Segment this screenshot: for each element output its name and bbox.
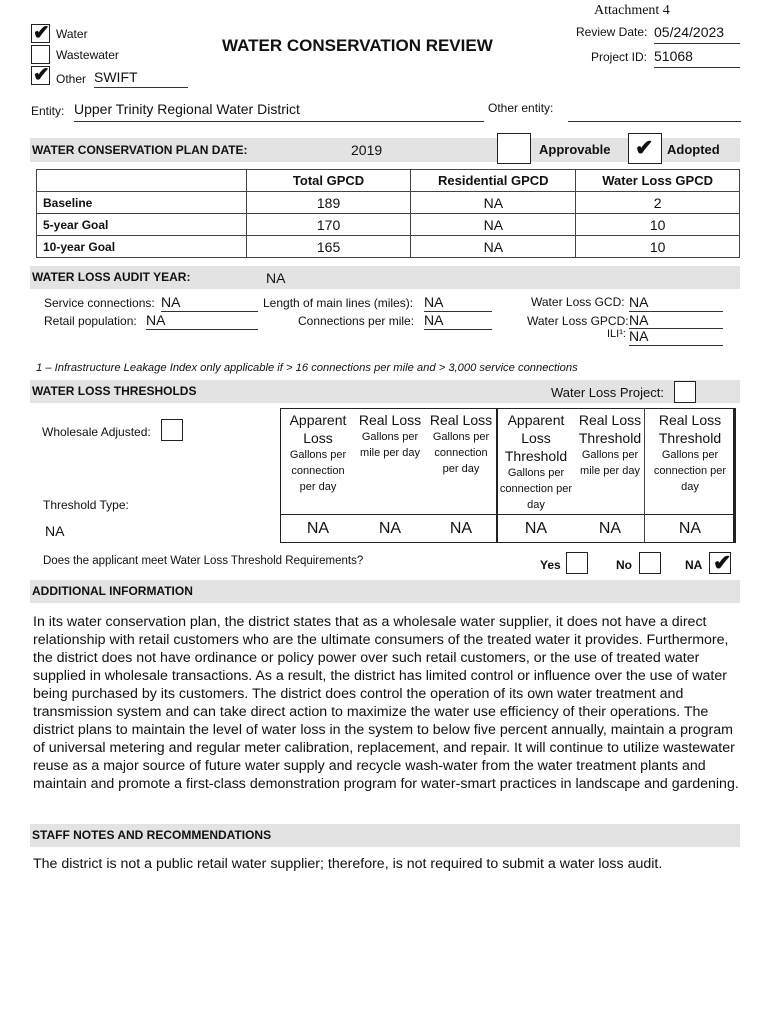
real-threshold-mile-value[interactable]: NA	[598, 520, 622, 537]
water-loss-gcd-label: Water Loss GCD:	[531, 295, 625, 309]
checkmark-icon: ✔	[33, 22, 50, 44]
column-subtitle: Gallons per connection per day	[432, 431, 490, 475]
wholesale-adjusted-checkbox[interactable]	[161, 419, 183, 441]
row-label: 10-year Goal	[37, 236, 247, 258]
wholesale-adjusted-label: Wholesale Adjusted:	[42, 425, 151, 439]
water-loss-gpcd-cell[interactable]: 10	[576, 214, 740, 236]
column-subtitle: Gallons per mile per day	[360, 431, 420, 459]
column-title: Apparent Loss Threshold	[504, 412, 568, 464]
main-lines-field[interactable]: NA	[424, 294, 492, 312]
residential-gpcd-cell[interactable]: NA	[411, 214, 576, 236]
column-subtitle: Gallons per connection per day	[289, 449, 347, 493]
plan-date-value[interactable]: 2019	[351, 142, 383, 158]
review-date-field[interactable]: 05/24/2023	[654, 24, 740, 44]
ili-field[interactable]: NA	[629, 328, 723, 346]
entity-label: Entity:	[31, 104, 65, 118]
staff-notes-label: STAFF NOTES AND RECOMMENDATIONS	[32, 828, 272, 842]
water-loss-gpcd-cell[interactable]: 2	[576, 192, 740, 214]
column-subtitle: Gallons per connection per day	[499, 467, 573, 511]
table-row	[37, 236, 740, 258]
na-label: NA	[685, 558, 703, 572]
residential-gpcd-cell[interactable]: NA	[411, 236, 576, 258]
water-label: Water	[56, 27, 88, 41]
additional-info-bar	[30, 580, 740, 603]
service-connections-label: Service connections:	[44, 296, 155, 310]
threshold-col-real-loss-mile	[355, 408, 425, 514]
wastewater-label: Wastewater	[56, 48, 119, 62]
entity-field[interactable]: Upper Trinity Regional Water District	[74, 101, 484, 122]
threshold-col-apparent-loss	[282, 408, 354, 514]
column-title: Real Loss Threshold	[658, 412, 722, 446]
staff-notes-bar	[30, 824, 740, 847]
table-row	[37, 214, 740, 236]
plan-date-label: WATER CONSERVATION PLAN DATE:	[32, 143, 248, 157]
checkmark-icon: ✔	[713, 550, 732, 575]
total-gpcd-cell[interactable]: 165	[246, 236, 411, 258]
no-label: No	[616, 558, 632, 572]
threshold-table	[280, 408, 734, 543]
gpcd-table	[36, 169, 740, 258]
service-connections-field[interactable]: NA	[161, 294, 258, 312]
wastewater-checkbox[interactable]	[31, 45, 50, 64]
adopted-label: Adopted	[667, 142, 720, 157]
audit-bar	[30, 266, 740, 289]
thresholds-label: WATER LOSS THRESHOLDS	[32, 384, 197, 398]
yes-checkbox[interactable]	[566, 552, 588, 574]
staff-notes-text: The district is not a public retail water supplier; therefore, is not required to submit a water loss audit.	[33, 856, 663, 872]
apparent-threshold-value[interactable]: NA	[524, 520, 548, 537]
water-loss-gpcd-label: Water Loss GPCD:	[527, 314, 629, 328]
adopted-checkbox[interactable]	[628, 133, 662, 164]
other-type-value[interactable]: SWIFT	[94, 69, 188, 88]
row-label: 5-year Goal	[37, 214, 247, 236]
audit-year-label: WATER LOSS AUDIT YEAR:	[32, 270, 191, 284]
approvable-label: Approvable	[539, 142, 611, 157]
threshold-question: Does the applicant meet Water Loss Threshold Requirements?	[43, 555, 364, 567]
table-row	[37, 192, 740, 214]
other-entity-label: Other entity:	[488, 101, 554, 115]
table-header-row	[37, 170, 740, 192]
threshold-col-real-threshold-conn	[648, 408, 732, 514]
apparent-loss-value[interactable]: NA	[306, 520, 330, 537]
water-loss-gpcd-field[interactable]: NA	[629, 312, 723, 329]
threshold-divider	[280, 514, 734, 515]
ili-label: ILI¹:	[607, 328, 626, 340]
column-title: Real Loss Threshold	[578, 412, 642, 446]
water-loss-gpcd-cell[interactable]: 10	[576, 236, 740, 258]
approvable-checkbox[interactable]	[497, 133, 531, 164]
retail-population-label: Retail population:	[44, 314, 137, 328]
column-title: Real Loss	[429, 412, 493, 428]
table-header-cell	[37, 170, 247, 192]
threshold-col-real-loss-conn	[426, 408, 496, 514]
water-loss-project-label: Water Loss Project:	[551, 385, 664, 400]
column-divider	[734, 408, 736, 543]
real-loss-mile-value[interactable]: NA	[378, 520, 402, 537]
water-loss-project-checkbox[interactable]	[674, 381, 696, 403]
page-title: WATER CONSERVATION REVIEW	[222, 36, 493, 55]
threshold-type-value[interactable]: NA	[45, 523, 65, 539]
no-checkbox[interactable]	[639, 552, 661, 574]
total-gpcd-cell[interactable]: 170	[246, 214, 411, 236]
table-header-cell: Water Loss GPCD	[576, 170, 740, 192]
water-loss-gcd-field[interactable]: NA	[629, 294, 723, 312]
threshold-type-label: Threshold Type:	[43, 498, 129, 512]
threshold-col-real-threshold-mile	[574, 408, 646, 514]
column-subtitle: Gallons per mile per day	[580, 449, 640, 477]
additional-info-text: In its water conservation plan, the district states that as a wholesale water supplier, it does not have a direct relationship with retail customers who are the ultimate consumers of the treated water it provides. Furthermore, the district does not have ordinance or policy power over such retail customers, or the use of treated water supplied in wholesale transactions. As a result, the district has limited control or influence over the use of water being purchased by its customers. The district does control the operation of its own water treatment and transmission system and can take direct action to maximize the water use efficiency of their operations. The district plans to maintain the level of water loss in the system to below five percent annually, maintain a program of universal metering and regular meter calibration, replacement, and repair. It will continue to utilize wastewater reuse as a major source of future water supply and recycle wash-water from the water treatment plants and maintain and promote a first-class demonstration program for water-smart practices in landscape and gardening.	[33, 614, 739, 792]
table-header-cell: Total GPCD	[246, 170, 411, 192]
row-label: Baseline	[37, 192, 247, 214]
review-date-label: Review Date:	[576, 25, 648, 39]
audit-year-value[interactable]: NA	[266, 270, 286, 286]
table-header-cell: Residential GPCD	[411, 170, 576, 192]
project-id-label: Project ID:	[591, 50, 648, 64]
connections-per-mile-label: Connections per mile:	[298, 314, 415, 328]
column-title: Apparent Loss	[289, 412, 347, 446]
additional-info-label: ADDITIONAL INFORMATION	[32, 584, 193, 598]
checkmark-icon: ✔	[33, 64, 50, 86]
column-subtitle: Gallons per connection per day	[653, 449, 727, 493]
attachment-label: Attachment 4	[594, 3, 670, 18]
na-checkbox[interactable]	[709, 552, 731, 574]
main-lines-label: Length of main lines (miles):	[263, 296, 414, 310]
column-title: Real Loss	[358, 412, 422, 428]
threshold-table-thick-border	[496, 408, 498, 543]
real-loss-conn-value[interactable]: NA	[449, 520, 473, 537]
ili-footnote: 1 – Infrastructure Leakage Index only applicable if > 16 connections per mile and > 3,000 service connections	[36, 362, 578, 374]
yes-label: Yes	[540, 558, 561, 572]
retail-population-field[interactable]: NA	[146, 312, 258, 330]
total-gpcd-cell[interactable]: 189	[246, 192, 411, 214]
water-checkbox[interactable]	[31, 24, 50, 43]
threshold-col-apparent-threshold	[499, 408, 573, 514]
checkmark-icon: ✔	[635, 135, 654, 160]
real-threshold-conn-value[interactable]: NA	[678, 520, 702, 537]
project-id-field[interactable]: 51068	[654, 48, 740, 68]
other-entity-field[interactable]	[568, 101, 741, 122]
residential-gpcd-cell[interactable]: NA	[411, 192, 576, 214]
other-checkbox[interactable]	[31, 66, 50, 85]
other-label: Other	[56, 72, 87, 86]
connections-per-mile-field[interactable]: NA	[424, 312, 492, 330]
